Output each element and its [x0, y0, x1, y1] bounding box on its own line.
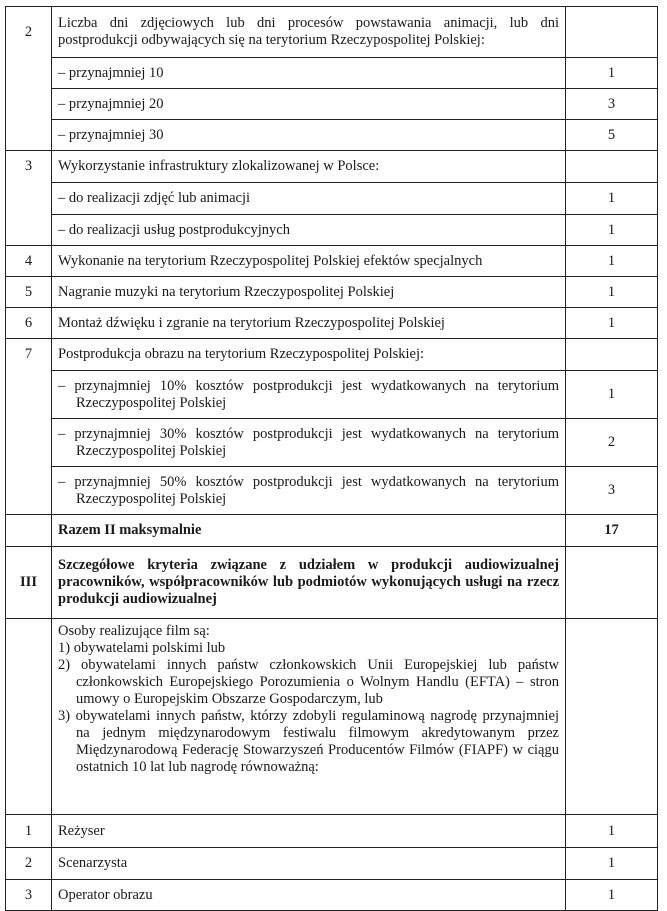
row-number: 2: [6, 7, 52, 58]
persons-intro: Osoby realizujące film są:: [58, 623, 210, 639]
row-text-content: – przynajmniej 30% kosztów postprodukcji jest wydatkowanych na terytorium Rzeczypospolitej Polskiej: [58, 425, 559, 459]
row-number: [6, 58, 52, 89]
row-text: Postprodukcja obrazu na terytorium Rzeczypospolitej Polskiej:: [52, 339, 566, 371]
row-text-content: – przynajmniej 10% kosztów postprodukcji jest wydatkowanych na terytorium Rzeczypospolitej Polskiej: [58, 377, 559, 411]
row-number: 2: [6, 848, 52, 880]
row-points: 2: [566, 419, 658, 467]
row-number: [6, 371, 52, 419]
table-row: [6, 58, 658, 89]
row-points: 1: [566, 848, 658, 880]
row-number: 6: [6, 308, 52, 339]
row-number: [6, 515, 52, 547]
row-number: [6, 467, 52, 515]
row-text: – przynajmniej 30: [52, 120, 566, 151]
row-text: – do realizacji zdjęć lub animacji: [52, 183, 566, 215]
row-number: [6, 619, 52, 815]
table-row: [6, 815, 658, 848]
row-number: 3: [6, 880, 52, 911]
row-points: 1: [566, 58, 658, 89]
row-points: 1: [566, 183, 658, 215]
row-text: [52, 467, 566, 515]
row-points: [566, 619, 658, 815]
table-row: [6, 151, 658, 183]
row-text: Scenarzysta: [52, 848, 566, 880]
row-text: [52, 419, 566, 467]
table-row: [6, 7, 658, 58]
row-text: Montaż dźwięku i zgranie na terytorium Rzeczypospolitej Polskiej: [52, 308, 566, 339]
row-points: [566, 7, 658, 58]
row-number: [6, 215, 52, 246]
row-points: [566, 151, 658, 183]
row-number: [6, 120, 52, 151]
row-points: [566, 339, 658, 371]
row-text: Operator obrazu: [52, 880, 566, 911]
row-text: – przynajmniej 10: [52, 58, 566, 89]
table-row: [6, 120, 658, 151]
row-number: [6, 419, 52, 467]
table-row: [6, 848, 658, 880]
persons-item-3: 3) obywatelami innych państw, którzy zdobyli regulaminową nagrodę przynajmniej na jednym międzynarodowym festiwalu filmowym akredytowanym przez Międzynarodową Federację Stowarzyszeń Producentów Filmów (FIAPF) w ciągu ostatnich 10 lat lub nagrodę równoważną:: [58, 708, 559, 775]
row-text: Liczba dni zdjęciowych lub dni procesów powstawania animacji, lub dni postprodukcji odbywających się na terytorium Rzeczypospolitej Polskiej:: [52, 7, 566, 58]
row-text: [52, 371, 566, 419]
total-points: 17: [566, 515, 658, 547]
row-number: 1: [6, 815, 52, 848]
row-points: [566, 547, 658, 619]
row-number: 5: [6, 277, 52, 308]
row-number: 3: [6, 151, 52, 183]
table-row: [6, 246, 658, 277]
row-number: 4: [6, 246, 52, 277]
total-row: [6, 515, 658, 547]
row-points: 1: [566, 815, 658, 848]
section-number: III: [6, 547, 52, 619]
row-number: [6, 183, 52, 215]
table-row: [6, 183, 658, 215]
row-points: 1: [566, 215, 658, 246]
section-title: Szczegółowe kryteria związane z udziałem w produkcji audiowizualnej pracowników, współpracowników lub podmiotów wykonujących usługi na rzecz produkcji audiowizualnej: [52, 547, 566, 619]
table-row: [6, 339, 658, 371]
row-points: 3: [566, 467, 658, 515]
row-points: 1: [566, 371, 658, 419]
row-text: Wykonanie na terytorium Rzeczypospolitej Polskiej efektów specjalnych: [52, 246, 566, 277]
persons-item-2: 2) obywatelami innych państw członkowskich Unii Europejskiej lub państw członkowskich Europejskiego Porozumienia o Wolnym Handlu (EFTA) – stron umowy o Europejskim Obszarze Gospodarczym, lub: [58, 657, 559, 707]
row-points: 1: [566, 880, 658, 911]
table-row: [6, 89, 658, 120]
persons-row: [6, 619, 658, 815]
table-row: [6, 215, 658, 246]
table-row: [6, 467, 658, 515]
section-header-row: [6, 547, 658, 619]
table-row: [6, 308, 658, 339]
row-text: Wykorzystanie infrastruktury zlokalizowanej w Polsce:: [52, 151, 566, 183]
row-points: 3: [566, 89, 658, 120]
table-row: [6, 419, 658, 467]
row-points: 1: [566, 308, 658, 339]
persons-description: [52, 619, 566, 815]
row-number: 7: [6, 339, 52, 371]
total-label: Razem II maksymalnie: [52, 515, 566, 547]
row-points: 1: [566, 246, 658, 277]
row-text: – do realizacji usług postprodukcyjnych: [52, 215, 566, 246]
row-text: – przynajmniej 20: [52, 89, 566, 120]
criteria-table: [5, 6, 658, 911]
row-points: 5: [566, 120, 658, 151]
persons-item-1: 1) obywatelami polskimi lub: [58, 640, 226, 656]
table-row: [6, 277, 658, 308]
row-number: [6, 89, 52, 120]
row-points: 1: [566, 277, 658, 308]
row-text: Nagranie muzyki na terytorium Rzeczypospolitej Polskiej: [52, 277, 566, 308]
table-row: [6, 371, 658, 419]
row-text-content: – przynajmniej 50% kosztów postprodukcji jest wydatkowanych na terytorium Rzeczypospolitej Polskiej: [58, 473, 559, 507]
row-text: Reżyser: [52, 815, 566, 848]
